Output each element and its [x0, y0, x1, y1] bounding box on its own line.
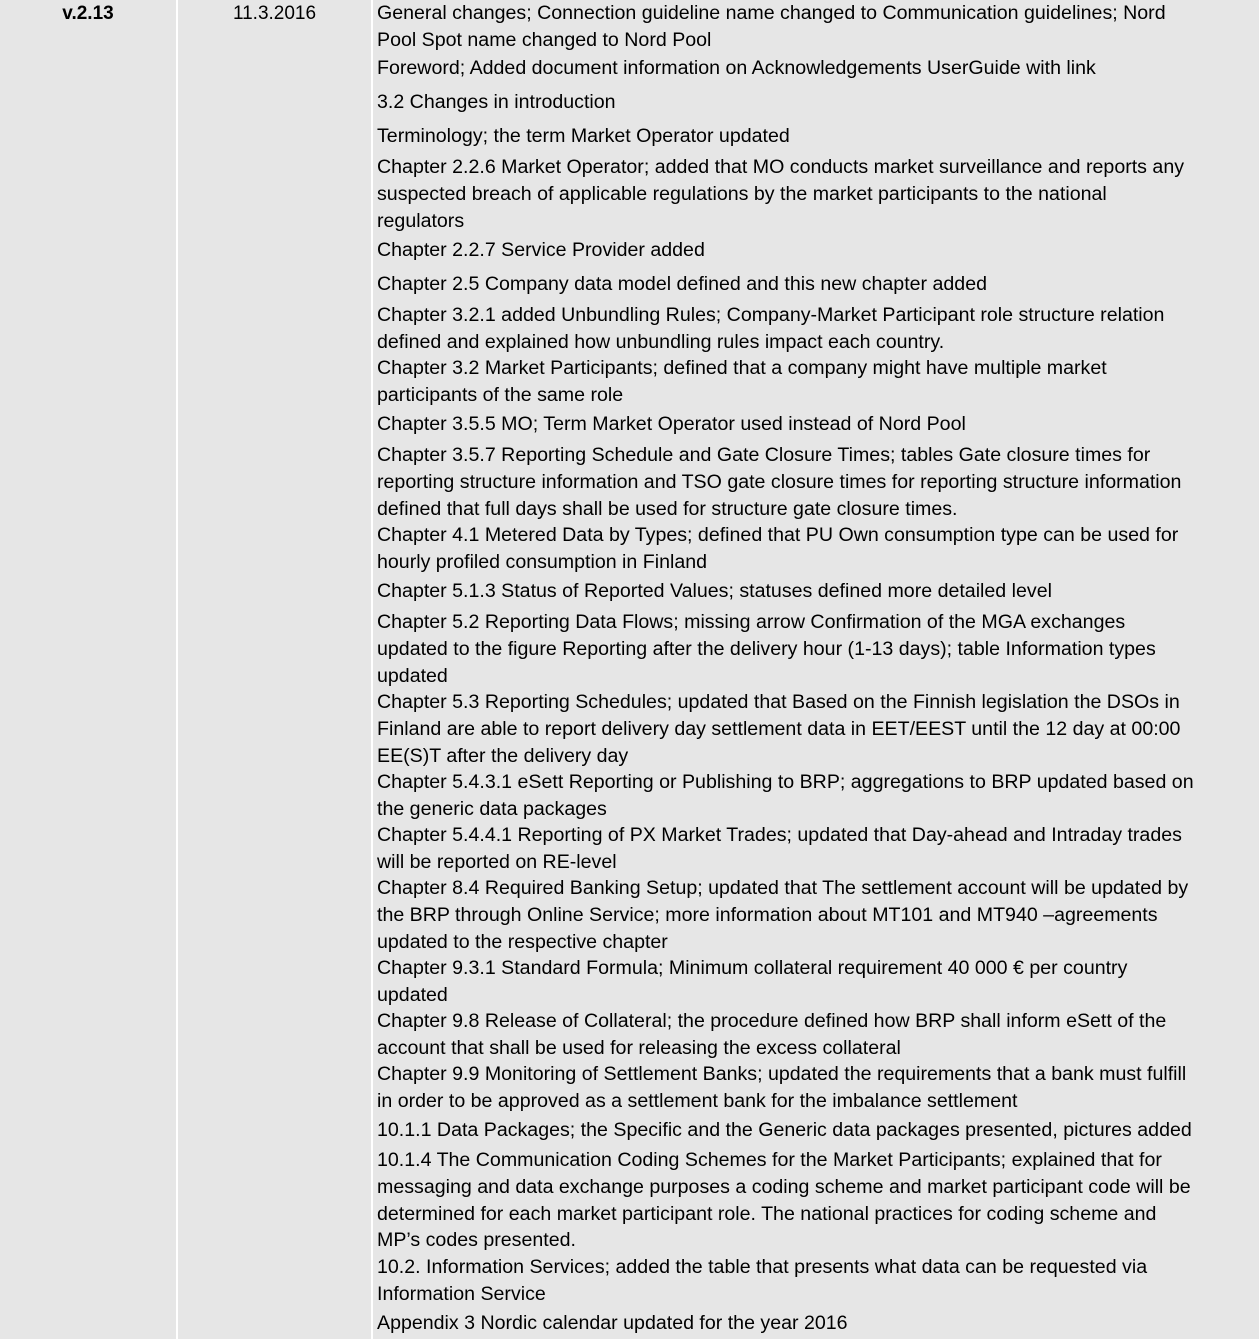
change-entry-line: hourly profiled consumption in Finland	[377, 550, 708, 573]
change-entry	[377, 875, 1252, 955]
change-entry	[377, 271, 1252, 298]
change-entry-line: Chapter 3.2 Market Participants; defined that a company might have multiple market	[377, 357, 1107, 379]
change-entry	[377, 609, 1252, 689]
change-entry-line: determined for each market participant role. The national practices for coding scheme and	[377, 1202, 1157, 1225]
change-entry-line: in order to be approved as a settlement bank for the imbalance settlement	[377, 1089, 1018, 1112]
change-entry	[377, 55, 1252, 82]
change-entry	[377, 822, 1252, 876]
change-entry-line: Terminology; the term Market Operator updated	[377, 125, 790, 147]
change-entry-line: Chapter 5.4.3.1 eSett Reporting or Publishing to BRP; aggregations to BRP updated based on	[377, 771, 1194, 793]
change-entry-line: 10.2. Information Services; added the table that presents what data can be requested via	[377, 1256, 1148, 1278]
change-entry	[377, 769, 1252, 823]
change-entry	[377, 955, 1252, 1009]
change-entry	[377, 522, 1252, 576]
change-entry	[377, 237, 1252, 264]
change-entry-line: updated	[377, 983, 448, 1006]
change-entry	[377, 154, 1252, 234]
change-entry	[377, 302, 1252, 356]
change-entry-line: Information Service	[377, 1282, 546, 1305]
change-entry-line: reporting structure information and TSO gate closure times for reporting structure information	[377, 470, 1182, 493]
change-entry	[377, 689, 1252, 769]
change-entry	[377, 0, 1252, 54]
change-entry	[377, 1147, 1252, 1254]
change-entry-line: updated to the respective chapter	[377, 930, 668, 953]
column-divider	[176, 0, 178, 1339]
change-entry-line: updated	[377, 664, 448, 687]
change-entry-line: Chapter 3.2.1 added Unbundling Rules; Company-Market Participant role structure relation	[377, 304, 1165, 326]
change-entry-line: 10.1.4 The Communication Coding Schemes for the Market Participants; explained that for	[377, 1149, 1162, 1171]
change-entry-line: Chapter 5.4.4.1 Reporting of PX Market Trades; updated that Day-ahead and Intraday trades	[377, 824, 1182, 846]
change-entry	[377, 355, 1252, 409]
change-entry	[377, 123, 1252, 150]
change-entry-line: Chapter 5.2 Reporting Data Flows; missing arrow Confirmation of the MGA exchanges	[377, 611, 1126, 633]
change-entry-line: participants of the same role	[377, 383, 624, 406]
change-entry-line: will be reported on RE-level	[377, 850, 617, 873]
date-cell: 11.3.2016	[232, 3, 317, 24]
change-entry-line: Chapter 2.2.6 Market Operator; added that MO conducts market surveillance and reports any	[377, 156, 1185, 178]
change-entry-line: Chapter 3.5.5 MO; Term Market Operator used instead of Nord Pool	[377, 413, 966, 435]
change-entry-line: General changes; Connection guideline name changed to Communication guidelines; Nord	[377, 2, 1166, 24]
change-entry-line: updated to the figure Reporting after the delivery hour (1-13 days); table Information types	[377, 637, 1156, 660]
change-entry	[377, 1061, 1252, 1115]
change-entry-line: 3.2 Changes in introduction	[377, 91, 616, 113]
change-entry-line: Foreword; Added document information on Acknowledgements UserGuide with link	[377, 57, 1096, 79]
change-entry-line: defined and explained how unbundling rules impact each country.	[377, 330, 945, 353]
change-entry-line: 10.1.1 Data Packages; the Specific and the Generic data packages presented, pictures added	[377, 1119, 1192, 1141]
change-entry-line: account that shall be used for releasing the excess collateral	[377, 1036, 901, 1059]
change-entry	[377, 578, 1252, 605]
change-entry-line: Chapter 3.5.7 Reporting Schedule and Gate Closure Times; tables Gate closure times for	[377, 444, 1151, 466]
change-entry	[377, 1117, 1252, 1144]
change-entry-line: Chapter 9.3.1 Standard Formula; Minimum collateral requirement 40 000 € per country	[377, 957, 1128, 979]
change-entry-line: messaging and data exchange purposes a coding scheme and market participant code will be	[377, 1175, 1191, 1198]
change-entry-line: Chapter 4.1 Metered Data by Types; defined that PU Own consumption type can be used for	[377, 524, 1179, 546]
version-cell: v.2.13	[62, 3, 114, 24]
change-entry-line: MP’s codes presented.	[377, 1229, 576, 1252]
change-entry	[377, 1310, 1252, 1337]
change-entry-line: regulators	[377, 209, 465, 232]
change-entry-line: Pool Spot name changed to Nord Pool	[377, 28, 712, 51]
change-entry-line: Chapter 2.2.7 Service Provider added	[377, 239, 705, 261]
change-entry	[377, 1254, 1252, 1308]
change-entry-line: EE(S)T after the delivery day	[377, 744, 629, 767]
change-entry-line: Chapter 2.5 Company data model defined and this new chapter added	[377, 273, 987, 295]
change-entry-line: Chapter 5.3 Reporting Schedules; updated that Based on the Finnish legislation the DSOs in	[377, 691, 1180, 713]
change-entry-line: Chapter 8.4 Required Banking Setup; updated that The settlement account will be updated by	[377, 877, 1189, 899]
change-entry-line: Finland are able to report delivery day settlement data in EET/EEST until the 12 day at 00:00	[377, 717, 1181, 740]
change-entry-line: Appendix 3 Nordic calendar updated for the year 2016	[377, 1312, 848, 1334]
change-entry	[377, 89, 1252, 116]
change-entry-line: the BRP through Online Service; more information about MT101 and MT940 –agreements	[377, 903, 1158, 926]
change-entry-line: Chapter 9.9 Monitoring of Settlement Banks; updated the requirements that a bank must fulfill	[377, 1063, 1187, 1085]
change-entry-line: suspected breach of applicable regulations by the market participants to the national	[377, 182, 1107, 205]
change-entry	[377, 442, 1252, 522]
change-entry-line: defined that full days shall be used for structure gate closure times.	[377, 497, 958, 520]
change-entry-line: Chapter 9.8 Release of Collateral; the procedure defined how BRP shall inform eSett of the	[377, 1010, 1167, 1032]
change-entry	[377, 1008, 1252, 1062]
column-divider	[371, 0, 373, 1339]
change-entry	[377, 411, 1252, 438]
change-entry-line: the generic data packages	[377, 797, 607, 820]
change-entry-line: Chapter 5.1.3 Status of Reported Values; statuses defined more detailed level	[377, 580, 1052, 602]
